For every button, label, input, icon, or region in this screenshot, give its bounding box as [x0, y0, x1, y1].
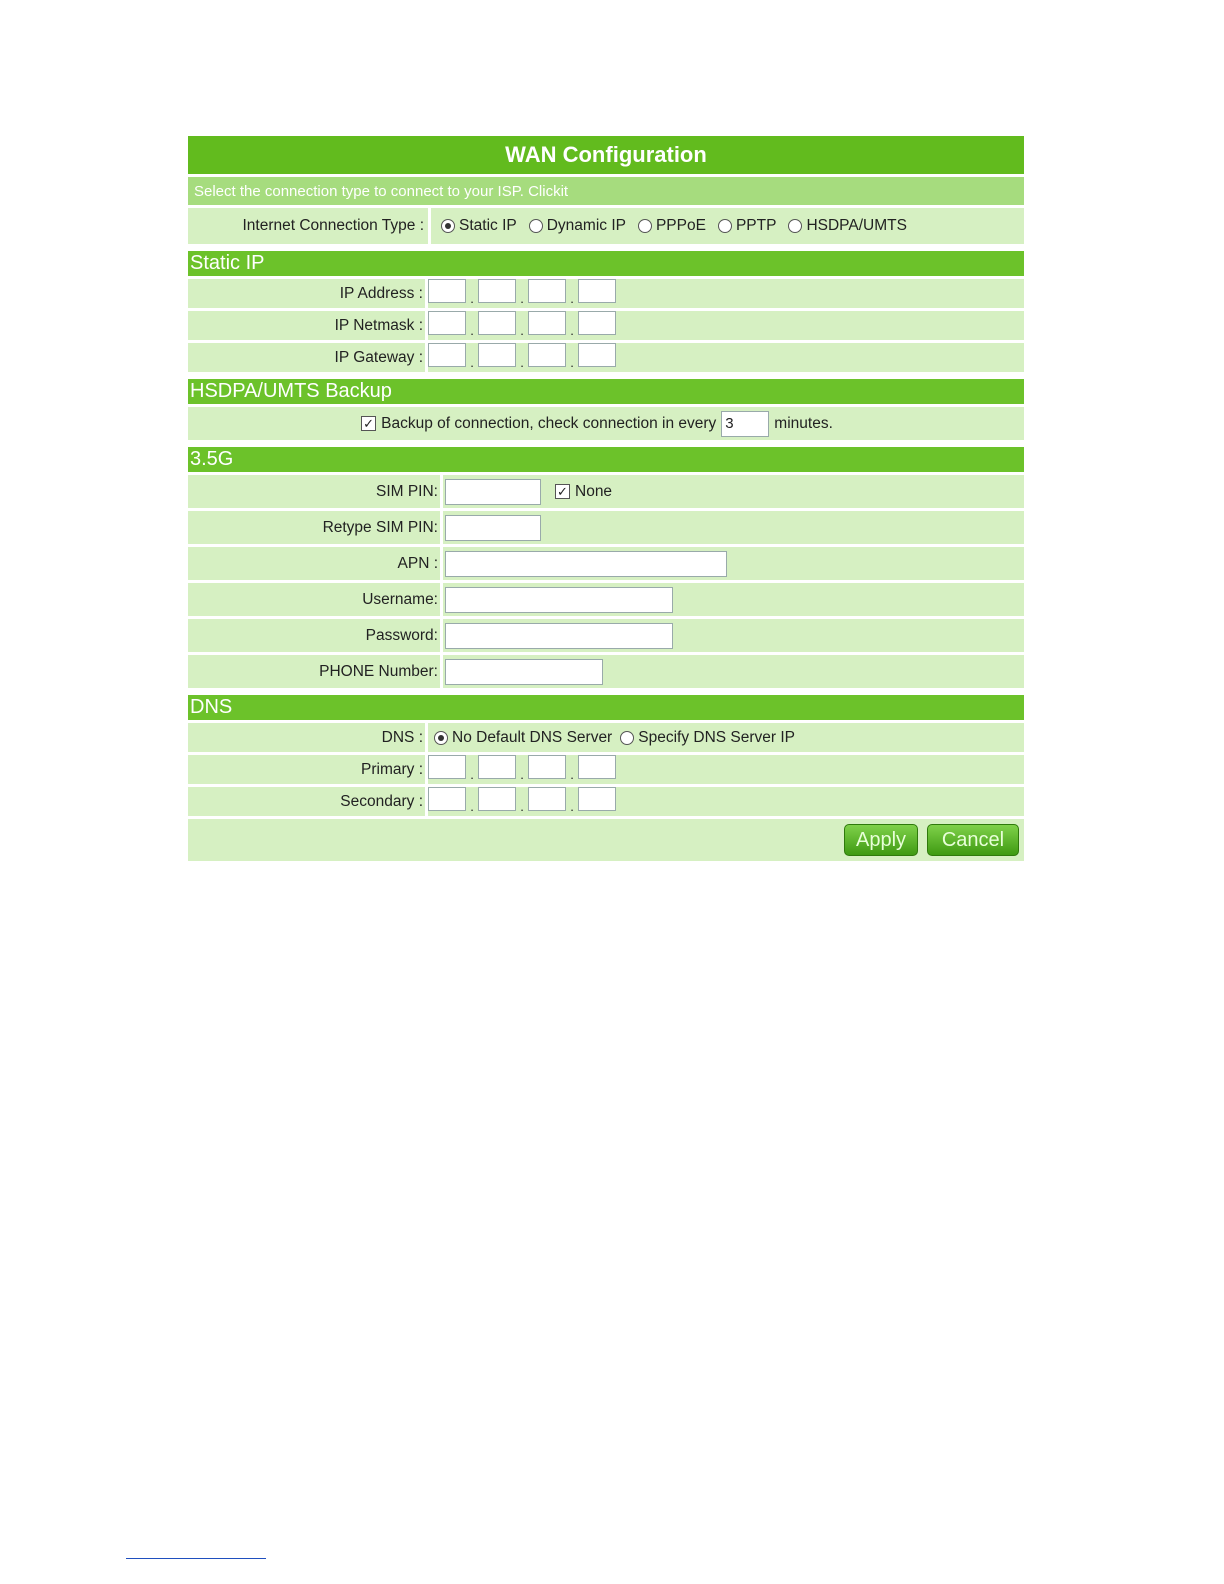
radio-specify-dns[interactable]: Specify DNS Server IP: [620, 729, 795, 747]
connection-type-label: Internet Connection Type :: [242, 217, 424, 234]
ip-gateway-octet-4[interactable]: [578, 343, 616, 367]
primary-dns-fields: . . .: [428, 755, 616, 784]
retype-sim-pin-label: Retype SIM PIN:: [322, 518, 438, 536]
radio-icon: [529, 219, 543, 233]
secondary-dns-octet-3[interactable]: [528, 787, 566, 811]
apn-label: APN :: [397, 554, 438, 572]
ip-netmask-octet-4[interactable]: [578, 311, 616, 335]
radio-pppoe[interactable]: PPPoE: [638, 217, 706, 235]
page-subtitle: Select the connection type to connect to your ISP. Clickit: [188, 177, 1024, 205]
section-static-ip: Static IP: [188, 251, 1024, 276]
password-input[interactable]: [445, 623, 673, 649]
ip-gateway-octet-2[interactable]: [478, 343, 516, 367]
radio-icon: [788, 219, 802, 233]
backup-minutes-input[interactable]: 3: [721, 411, 769, 437]
secondary-dns-label: Secondary :: [340, 792, 423, 810]
connection-type-row: [188, 208, 1024, 244]
connection-type-options: [431, 217, 919, 235]
sim-pin-row: [188, 475, 1024, 508]
backup-text: Backup of connection, check connection in every: [381, 414, 717, 432]
none-checkbox[interactable]: [555, 484, 570, 499]
username-input[interactable]: [445, 587, 673, 613]
dns-mode-row: [188, 723, 1024, 752]
apn-row: [188, 547, 1024, 580]
backup-row: [188, 407, 1024, 440]
radio-hsdpa-umts[interactable]: HSDPA/UMTS: [788, 217, 906, 235]
ip-gateway-row: [188, 343, 1024, 372]
ip-address-octet-3[interactable]: [528, 279, 566, 303]
ip-gateway-label: IP Gateway :: [334, 348, 423, 366]
secondary-dns-octet-2[interactable]: [478, 787, 516, 811]
check-icon: ✓: [363, 416, 375, 431]
footnote-divider: [126, 1558, 266, 1559]
radio-icon: [718, 219, 732, 233]
radio-dynamic-ip[interactable]: Dynamic IP: [529, 217, 626, 235]
primary-dns-octet-4[interactable]: [578, 755, 616, 779]
radio-icon: [620, 731, 634, 745]
sim-pin-input[interactable]: [445, 479, 541, 505]
section-hsdpa-backup: HSDPA/UMTS Backup: [188, 379, 1024, 404]
ip-address-label: IP Address :: [339, 284, 423, 302]
wan-config-panel: [188, 136, 1024, 861]
ip-netmask-fields: . . .: [428, 311, 616, 340]
password-label: Password:: [365, 626, 438, 644]
page-title: WAN Configuration: [188, 136, 1024, 174]
sim-pin-label: SIM PIN:: [375, 482, 438, 500]
backup-minutes-text: minutes.: [774, 414, 833, 432]
dns-label: DNS :: [381, 728, 423, 746]
username-row: [188, 583, 1024, 616]
radio-static-ip[interactable]: Static IP: [441, 217, 517, 235]
ip-netmask-octet-1[interactable]: [428, 311, 466, 335]
backup-checkbox[interactable]: [361, 416, 376, 431]
apply-button[interactable]: Apply: [844, 824, 918, 856]
ip-netmask-octet-3[interactable]: [528, 311, 566, 335]
password-row: [188, 619, 1024, 652]
section-3-5g: 3.5G: [188, 447, 1024, 472]
ip-netmask-row: [188, 311, 1024, 340]
check-icon: ✓: [557, 484, 568, 499]
ip-gateway-octet-3[interactable]: [528, 343, 566, 367]
ip-address-octet-1[interactable]: [428, 279, 466, 303]
secondary-dns-fields: . . .: [428, 787, 616, 816]
primary-dns-octet-2[interactable]: [478, 755, 516, 779]
radio-pptp[interactable]: PPTP: [718, 217, 776, 235]
radio-selected-icon: [434, 731, 448, 745]
ip-netmask-label: IP Netmask :: [334, 316, 423, 334]
primary-dns-label: Primary :: [361, 760, 423, 778]
radio-icon: [638, 219, 652, 233]
primary-dns-octet-3[interactable]: [528, 755, 566, 779]
secondary-dns-row: [188, 787, 1024, 816]
secondary-dns-octet-1[interactable]: [428, 787, 466, 811]
button-row: [188, 819, 1024, 861]
secondary-dns-octet-4[interactable]: [578, 787, 616, 811]
ip-address-row: [188, 279, 1024, 308]
ip-address-fields: . . .: [428, 279, 616, 308]
none-label: None: [575, 482, 613, 500]
username-label: Username:: [362, 590, 438, 608]
retype-sim-pin-input[interactable]: [445, 515, 541, 541]
section-dns: DNS: [188, 695, 1024, 720]
ip-gateway-fields: . . .: [428, 343, 616, 372]
phone-number-label: PHONE Number:: [319, 662, 438, 680]
apn-input[interactable]: [445, 551, 727, 577]
phone-number-input[interactable]: [445, 659, 603, 685]
ip-netmask-octet-2[interactable]: [478, 311, 516, 335]
retype-sim-pin-row: [188, 511, 1024, 544]
primary-dns-row: [188, 755, 1024, 784]
ip-address-octet-2[interactable]: [478, 279, 516, 303]
radio-selected-icon: [441, 219, 455, 233]
phone-number-row: [188, 655, 1024, 688]
ip-address-octet-4[interactable]: [578, 279, 616, 303]
radio-no-default-dns[interactable]: No Default DNS Server: [434, 729, 612, 747]
primary-dns-octet-1[interactable]: [428, 755, 466, 779]
ip-gateway-octet-1[interactable]: [428, 343, 466, 367]
cancel-button[interactable]: Cancel: [927, 824, 1019, 856]
